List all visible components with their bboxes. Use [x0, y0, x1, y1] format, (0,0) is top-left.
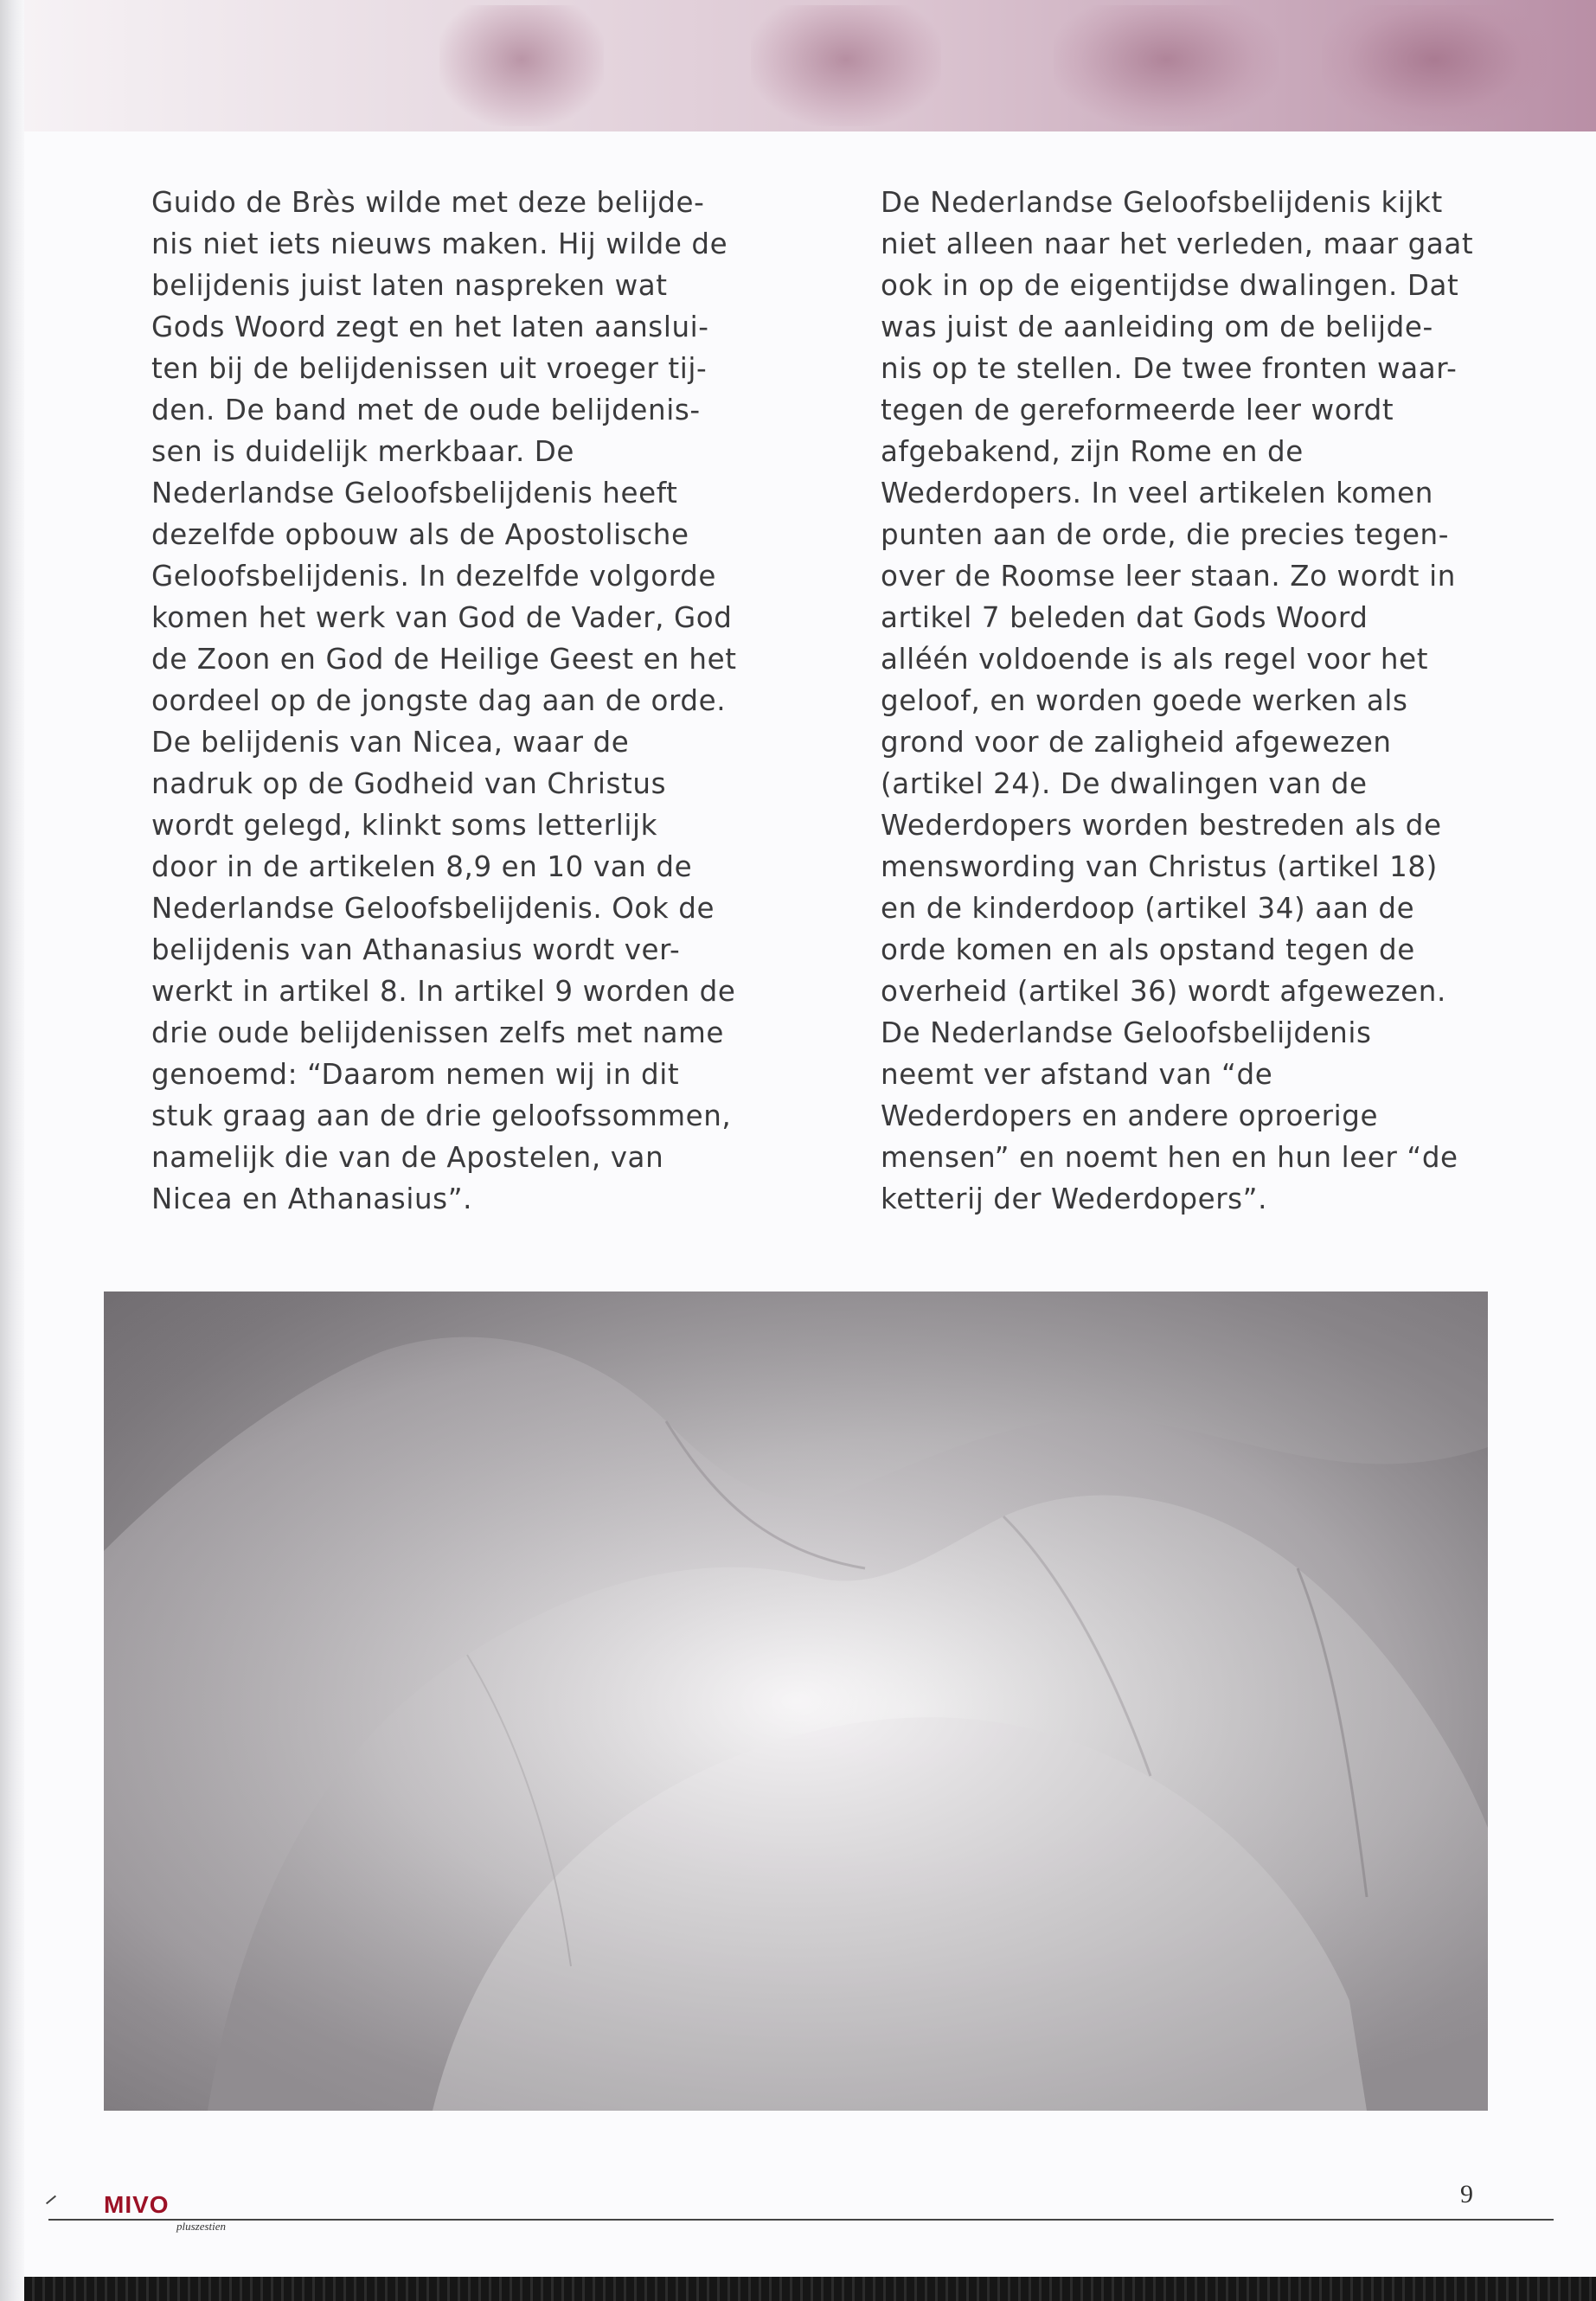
- text-line: alléén voldoende is als regel voor het: [881, 643, 1429, 676]
- photo-vignette: [104, 1292, 1488, 2111]
- text-line: de Zoon en God de Heilige Geest en het: [151, 643, 737, 676]
- rose-photo: [104, 1292, 1488, 2111]
- text-line: De Nederlandse Geloofsbelijdenis kijkt: [881, 186, 1443, 219]
- text-line: belijdenis juist laten naspreken wat: [151, 269, 668, 302]
- text-line: nis op te stellen. De twee fronten waar-: [881, 352, 1458, 385]
- text-line: werkt in artikel 8. In artikel 9 worden de: [151, 975, 736, 1008]
- text-line: ook in op de eigentijdse dwalingen. Dat: [881, 269, 1459, 302]
- text-line: grond voor de zaligheid afgewezen: [881, 726, 1392, 759]
- text-line: Nicea en Athanasius”.: [151, 1183, 473, 1215]
- text-line: afgebakend, zijn Rome en de: [881, 435, 1304, 468]
- text-line: nis niet iets nieuws maken. Hij wilde de: [151, 228, 728, 260]
- text-line: Geloofsbelijdenis. In dezelfde volgorde: [151, 560, 717, 593]
- footer-slash: [46, 2195, 56, 2205]
- text-line: drie oude belijdenissen zelfs met name: [151, 1016, 725, 1049]
- text-line: orde komen en als opstand tegen de: [881, 933, 1415, 966]
- text-line: dezelfde opbouw als de Apostolische: [151, 518, 689, 551]
- text-line: Wederdopers. In veel artikelen komen: [881, 477, 1433, 510]
- face-silhouette: [1054, 5, 1279, 126]
- face-silhouette: [439, 5, 604, 126]
- text-line: genoemd: “Daarom nemen wij in dit: [151, 1058, 680, 1091]
- text-line: De belijdenis van Nicea, waar de: [151, 726, 630, 759]
- text-line: Wederdopers en andere oproerige: [881, 1099, 1379, 1132]
- text-line: en de kinderdoop (artikel 34) aan de: [881, 892, 1415, 925]
- text-line: ketterij der Wederdopers”.: [881, 1183, 1268, 1215]
- bottom-scan-bar: [24, 2277, 1596, 2301]
- header-photo-strip: [24, 0, 1596, 131]
- article-left-column: [151, 182, 774, 1220]
- text-line: Wederdopers worden bestreden als de: [881, 809, 1442, 842]
- text-line: door in de artikelen 8,9 en 10 van de: [151, 850, 693, 883]
- text-line: stuk graag aan de drie geloofssommen,: [151, 1099, 732, 1132]
- text-line: belijdenis van Athanasius wordt ver-: [151, 933, 681, 966]
- footer-rule: [48, 2219, 1554, 2221]
- text-line: Nederlandse Geloofsbelijdenis heeft: [151, 477, 678, 510]
- text-line: over de Roomse leer staan. Zo wordt in: [881, 560, 1456, 593]
- text-line: Nederlandse Geloofsbelijdenis. Ook de: [151, 892, 715, 925]
- page-binding-edge: [0, 0, 24, 2301]
- text-line: mensen” en noemt hen en hun leer “de: [881, 1141, 1458, 1174]
- text-line: artikel 7 beleden dat Gods Woord: [881, 601, 1368, 634]
- mivo-logo-subtitle: pluszestien: [176, 2220, 227, 2233]
- text-line: Guido de Brès wilde met deze belijde-: [151, 186, 705, 219]
- text-line: wordt gelegd, klinkt soms letterlijk: [151, 809, 658, 842]
- text-line: menswording van Christus (artikel 18): [881, 850, 1438, 883]
- text-line: tegen de gereformeerde leer wordt: [881, 394, 1394, 426]
- text-line: komen het werk van God de Vader, God: [151, 601, 733, 634]
- text-line: punten aan de orde, die precies tegen-: [881, 518, 1450, 551]
- text-line: den. De band met de oude belijdenis-: [151, 394, 701, 426]
- text-line: sen is duidelijk merkbaar. De: [151, 435, 575, 468]
- text-line: geloof, en worden goede werken als: [881, 684, 1408, 717]
- text-line: namelijk die van de Apostelen, van: [151, 1141, 664, 1174]
- page-number: 9: [1460, 2180, 1473, 2208]
- text-line: oordeel op de jongste dag aan de orde.: [151, 684, 727, 717]
- text-line: was juist de aanleiding om de belijde-: [881, 311, 1433, 343]
- mivo-logo: MIVO: [104, 2191, 170, 2218]
- text-line: Gods Woord zegt en het laten aanslui-: [151, 311, 709, 343]
- face-silhouette: [1322, 5, 1547, 126]
- text-line: ten bij de belijdenissen uit vroeger tij-: [151, 352, 708, 385]
- text-line: (artikel 24). De dwalingen van de: [881, 767, 1368, 800]
- text-line: De Nederlandse Geloofsbelijdenis: [881, 1016, 1372, 1049]
- text-line: nadruk op de Godheid van Christus: [151, 767, 667, 800]
- text-line: overheid (artikel 36) wordt afgewezen.: [881, 975, 1446, 1008]
- text-line: niet alleen naar het verleden, maar gaat: [881, 228, 1474, 260]
- text-line: neemt ver afstand van “de: [881, 1058, 1273, 1091]
- article-right-column: [881, 182, 1512, 1220]
- rose-petals-graphic: [104, 1292, 1488, 2111]
- face-silhouette: [751, 5, 941, 126]
